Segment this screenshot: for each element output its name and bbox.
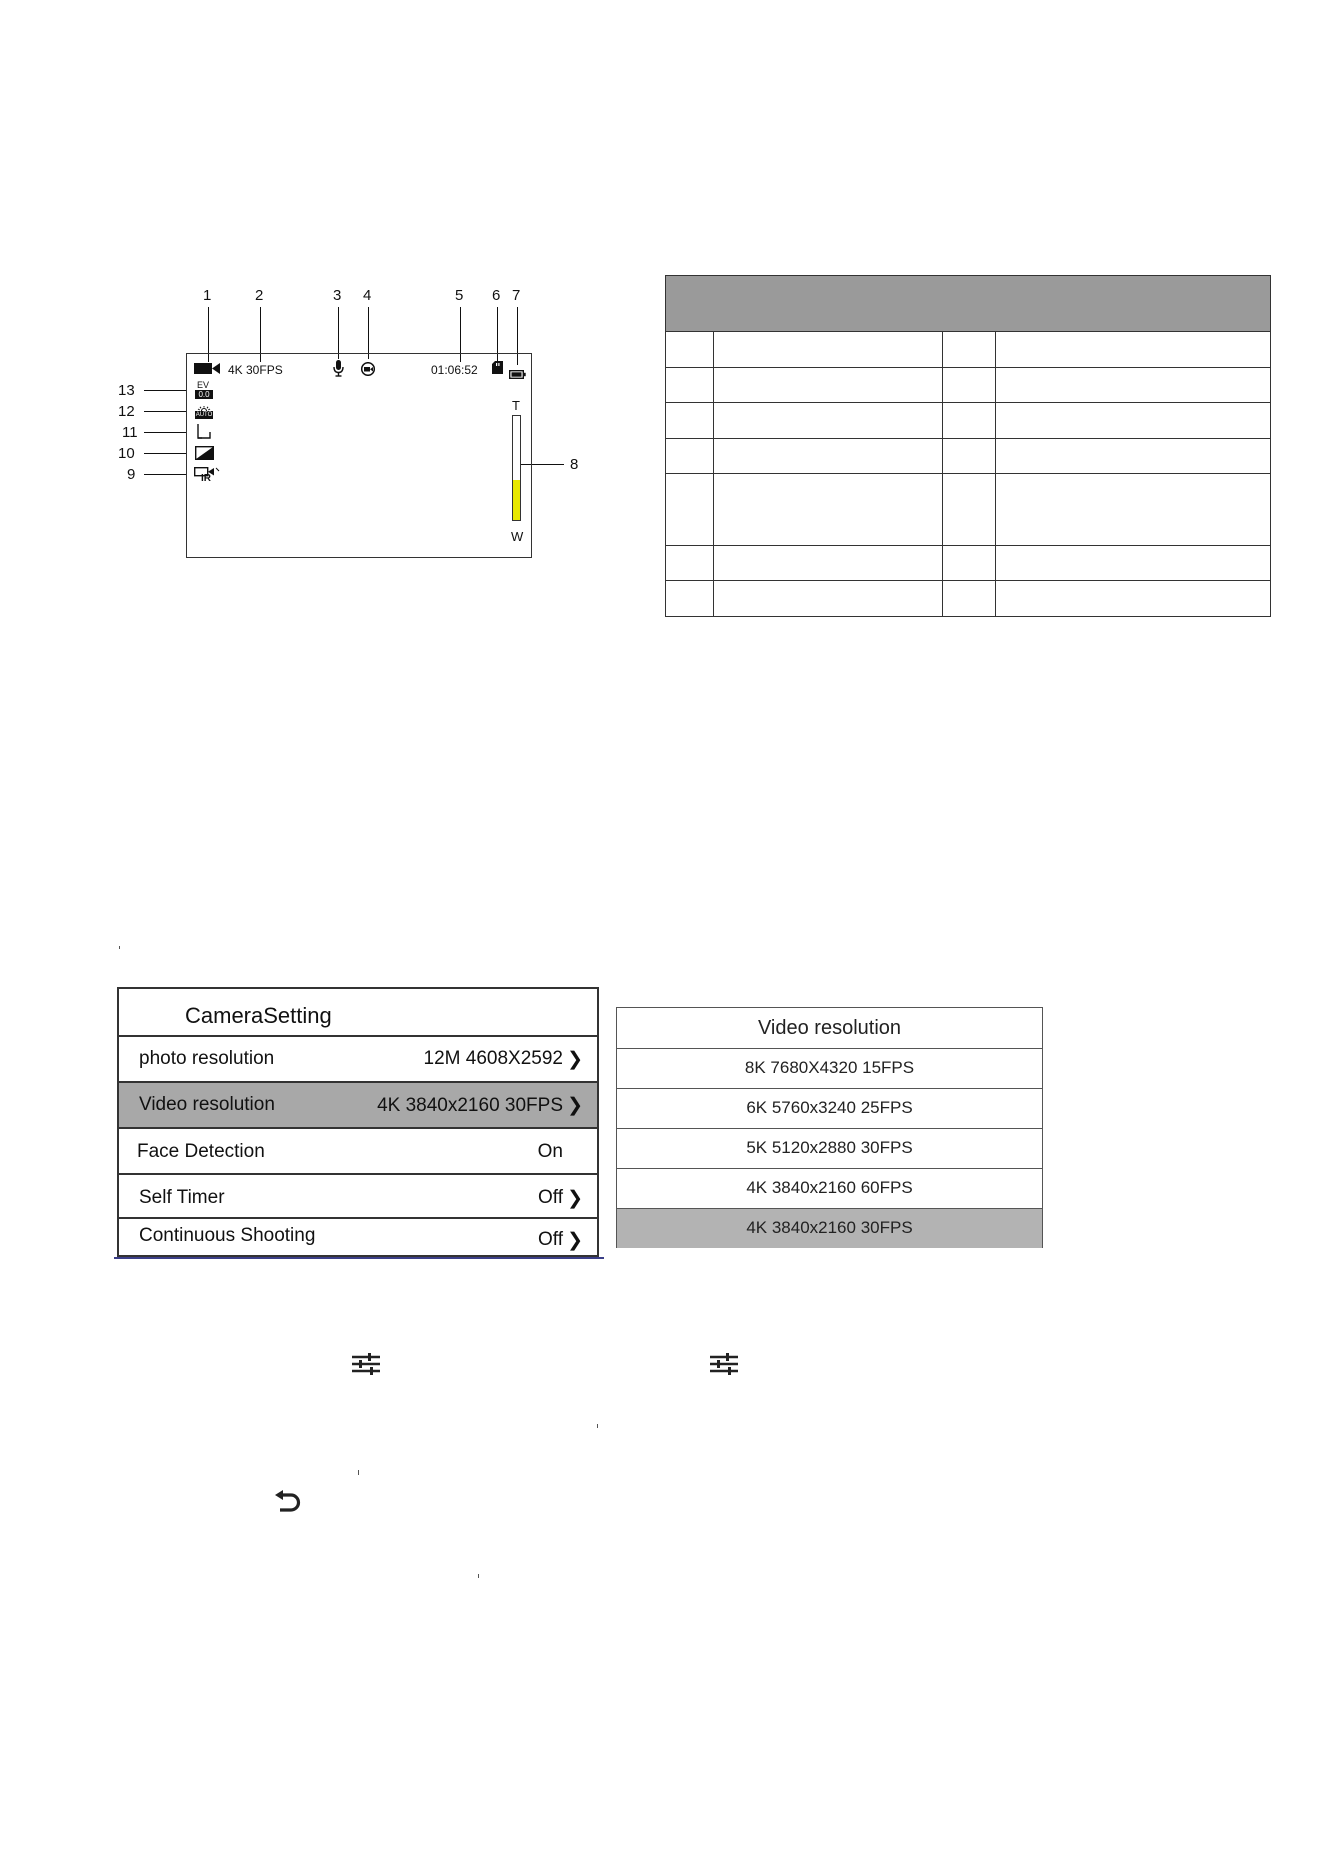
- legend-table-row: [666, 545, 1270, 546]
- callout-8: 8: [570, 456, 579, 473]
- callout-2: 2: [255, 287, 264, 304]
- menu-item-photo-resolution[interactable]: [119, 1035, 597, 1081]
- menu-item-value: On: [537, 1141, 563, 1162]
- legend-table-row: [666, 331, 1270, 332]
- menu-item-label: Continuous Shooting: [139, 1225, 316, 1246]
- leader-line-4: [368, 307, 369, 359]
- icon-legend-table: [665, 275, 1271, 617]
- chevron-right-icon: ❯: [567, 1049, 583, 1070]
- chevron-right-icon: ❯: [567, 1095, 583, 1116]
- callout-10: 10: [118, 445, 135, 462]
- resolution-option-selected[interactable]: 4K 3840x2160 30FPS: [617, 1208, 1042, 1248]
- callout-7: 7: [512, 287, 521, 304]
- zoom-bar: [512, 415, 521, 521]
- contrast-icon: [195, 446, 214, 465]
- legend-table-row: [666, 438, 1270, 439]
- battery-icon: [509, 366, 526, 384]
- chevron-right-icon: ❯: [567, 1230, 583, 1251]
- settings-sliders-icon: [351, 1353, 381, 1380]
- scan-speck: [119, 946, 120, 949]
- resolution-option[interactable]: 5K 5120x2880 30FPS: [617, 1128, 1042, 1168]
- menu-underline: [114, 1257, 604, 1259]
- ir-label: IR: [201, 473, 211, 484]
- motion-detect-icon: [360, 362, 376, 381]
- leader-line-12: [144, 411, 187, 412]
- scan-speck: [597, 1424, 598, 1428]
- menu-item-label: photo resolution: [139, 1048, 275, 1069]
- resolution-option[interactable]: 8K 7680X4320 15FPS: [617, 1048, 1042, 1088]
- sd-card-icon: [492, 361, 503, 379]
- ev-label: EV: [197, 380, 210, 390]
- menu-item-label: Video resolution: [139, 1094, 275, 1115]
- camera-setting-menu: [117, 987, 599, 1257]
- menu-item-value: 4K 3840x2160 30FPS: [377, 1095, 563, 1116]
- menu-title: CameraSetting: [185, 1003, 332, 1028]
- microphone-icon: [333, 360, 344, 382]
- callout-12: 12: [118, 403, 135, 420]
- legend-table-row: [666, 473, 1270, 474]
- resolution-option[interactable]: 4K 3840x2160 60FPS: [617, 1168, 1042, 1208]
- zoom-tele-label: T: [512, 398, 520, 413]
- callout-4: 4: [363, 287, 372, 304]
- callout-6: 6: [492, 287, 501, 304]
- menu-item-self-timer[interactable]: [119, 1173, 597, 1219]
- callout-3: 3: [333, 287, 342, 304]
- legend-table-row: [666, 367, 1270, 368]
- leader-line-10: [144, 453, 187, 454]
- leader-line-3: [338, 307, 339, 359]
- legend-table-header: [666, 276, 1270, 331]
- legend-table-row: [666, 580, 1270, 581]
- callout-5: 5: [455, 287, 464, 304]
- callout-9: 9: [127, 466, 136, 483]
- menu-item-continuous-shooting[interactable]: [119, 1217, 597, 1257]
- chevron-right-icon: ❯: [567, 1188, 583, 1209]
- recording-timer: 01:06:52: [431, 363, 478, 377]
- menu-item-label: Face Detection: [137, 1141, 265, 1162]
- video-resolution-list: [616, 1007, 1043, 1248]
- resolution-option[interactable]: 6K 5760x3240 25FPS: [617, 1088, 1042, 1128]
- exposure-icon: 0.0: [195, 390, 213, 399]
- video-resolution-title: Video resolution: [757, 1017, 902, 1039]
- video-camera-icon: [194, 362, 220, 380]
- menu-item-video-resolution[interactable]: [119, 1081, 597, 1127]
- menu-item-value: 12M 4608X2592: [423, 1048, 563, 1069]
- menu-item-value: Off: [538, 1187, 563, 1208]
- legend-table-row: [666, 402, 1270, 403]
- callout-1: 1: [203, 287, 212, 304]
- timelapse-icon: [196, 423, 212, 445]
- back-arrow-icon: [275, 1490, 301, 1519]
- callout-11: 11: [122, 424, 138, 441]
- white-balance-mode: AUTO: [195, 412, 213, 418]
- settings-sliders-icon: [709, 1353, 739, 1380]
- menu-item-value: Off: [538, 1229, 563, 1250]
- zoom-level-fill: [513, 480, 520, 520]
- menu-item-face-detection[interactable]: [119, 1127, 597, 1173]
- menu-item-label: Self Timer: [139, 1187, 225, 1208]
- zoom-wide-label: W: [511, 529, 524, 544]
- leader-line-11: [144, 432, 187, 433]
- leader-line-9: [144, 474, 187, 475]
- leader-line-13: [144, 390, 187, 391]
- scan-speck: [478, 1574, 479, 1578]
- camera-screen: [186, 353, 532, 558]
- scan-speck: [358, 1470, 359, 1475]
- video-resolution-indicator: 4K 30FPS: [228, 363, 283, 377]
- callout-13: 13: [118, 382, 135, 399]
